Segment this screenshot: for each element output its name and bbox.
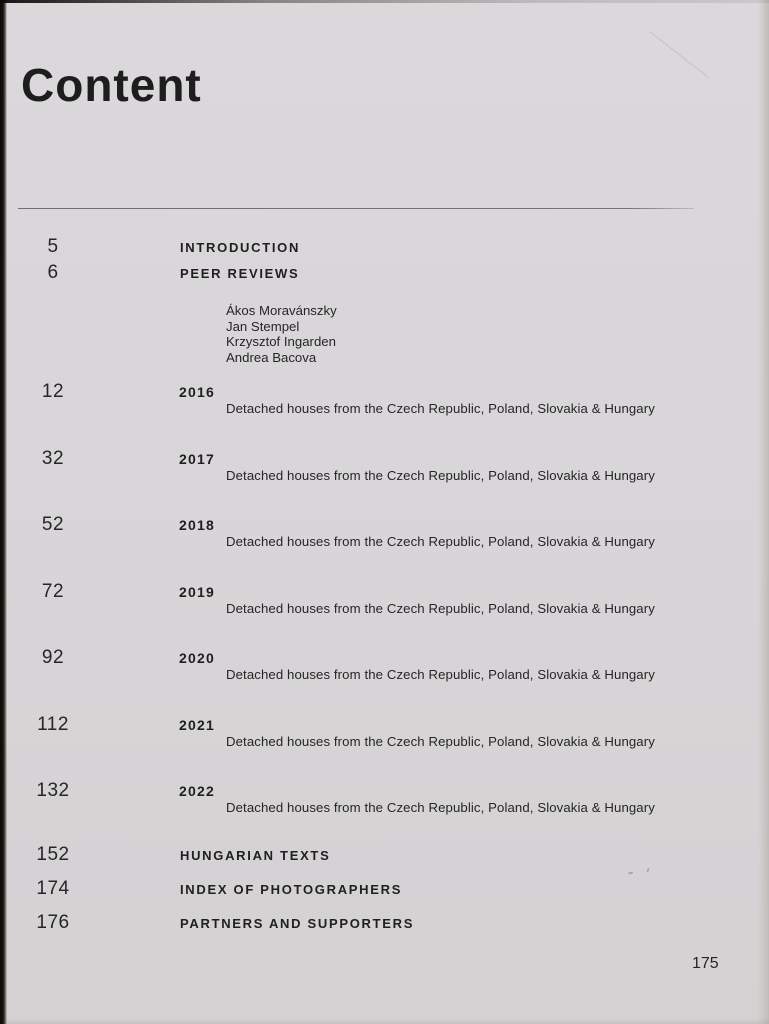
toc-page-number: 132 [36, 780, 70, 801]
toc-entry-title: PEER REVIEWS [180, 266, 300, 281]
toc-entry-subtitle: Detached houses from the Czech Republic, Poland, Slovakia & Hungary [226, 800, 655, 815]
toc-entry-title: INDEX OF PHOTOGRAPHERS [180, 882, 403, 897]
toc-page-number: 92 [41, 647, 65, 668]
reviewer-name: Andrea Bacova [226, 350, 317, 366]
reviewer-name: Krzysztof Ingarden [226, 334, 336, 350]
toc-page-number: 32 [41, 448, 65, 469]
toc-entry-title: 2018 [179, 517, 215, 533]
page-edge-right [758, 0, 769, 1024]
toc-entry-title: 2020 [179, 650, 215, 666]
toc-entry-subtitle: Detached houses from the Czech Republic, Poland, Slovakia & Hungary [226, 534, 655, 549]
toc-page-number: 174 [36, 878, 70, 899]
reviewer-name: Ákos Moravánszky [226, 303, 337, 318]
page-title: Content [21, 59, 202, 111]
toc-entry-subtitle: Detached houses from the Czech Republic, Poland, Slovakia & Hungary [226, 601, 655, 616]
toc-entry-title: 2017 [179, 451, 215, 467]
toc-entry-subtitle: Detached houses from the Czech Republic, Poland, Slovakia & Hungary [226, 401, 655, 416]
toc-entry-subtitle: Detached houses from the Czech Republic, Poland, Slovakia & Hungary [226, 734, 655, 749]
paper-speck [646, 868, 649, 872]
paper-speck [628, 872, 633, 875]
toc-entry-title: 2016 [179, 384, 215, 400]
toc-entry-title: PARTNERS AND SUPPORTERS [180, 916, 415, 931]
toc-page-number: 52 [41, 514, 65, 535]
toc-entry-title: 2022 [179, 783, 215, 799]
scan-edge-top [0, 0, 769, 3]
reviewer-names-list [226, 303, 337, 366]
toc-entry-title: HUNGARIAN TEXTS [180, 848, 331, 863]
toc-entry-title: 2019 [179, 584, 215, 600]
reviewer-name: Jan Stempel [226, 318, 300, 334]
toc-entry-subtitle: Detached houses from the Czech Republic, Poland, Slovakia & Hungary [226, 468, 655, 483]
toc-page-number: 72 [41, 581, 65, 602]
toc-page-number: 12 [41, 381, 65, 402]
toc-entry-title: 2021 [179, 717, 215, 733]
toc-page-number: 5 [47, 236, 59, 257]
toc-page-number: 176 [36, 912, 70, 933]
toc-entry-title: INTRODUCTION [180, 240, 301, 255]
page-folio-number: 175 [692, 955, 719, 972]
toc-page-number: 6 [47, 262, 59, 283]
toc-page-number: 112 [37, 714, 69, 735]
scan-edge-left [0, 0, 7, 1024]
toc-page-number: 152 [36, 844, 70, 865]
page-edge-bottom [0, 1018, 769, 1024]
toc-divider [18, 208, 694, 209]
paper-scratch [650, 31, 709, 77]
toc-entry-subtitle: Detached houses from the Czech Republic, Poland, Slovakia & Hungary [226, 667, 655, 682]
